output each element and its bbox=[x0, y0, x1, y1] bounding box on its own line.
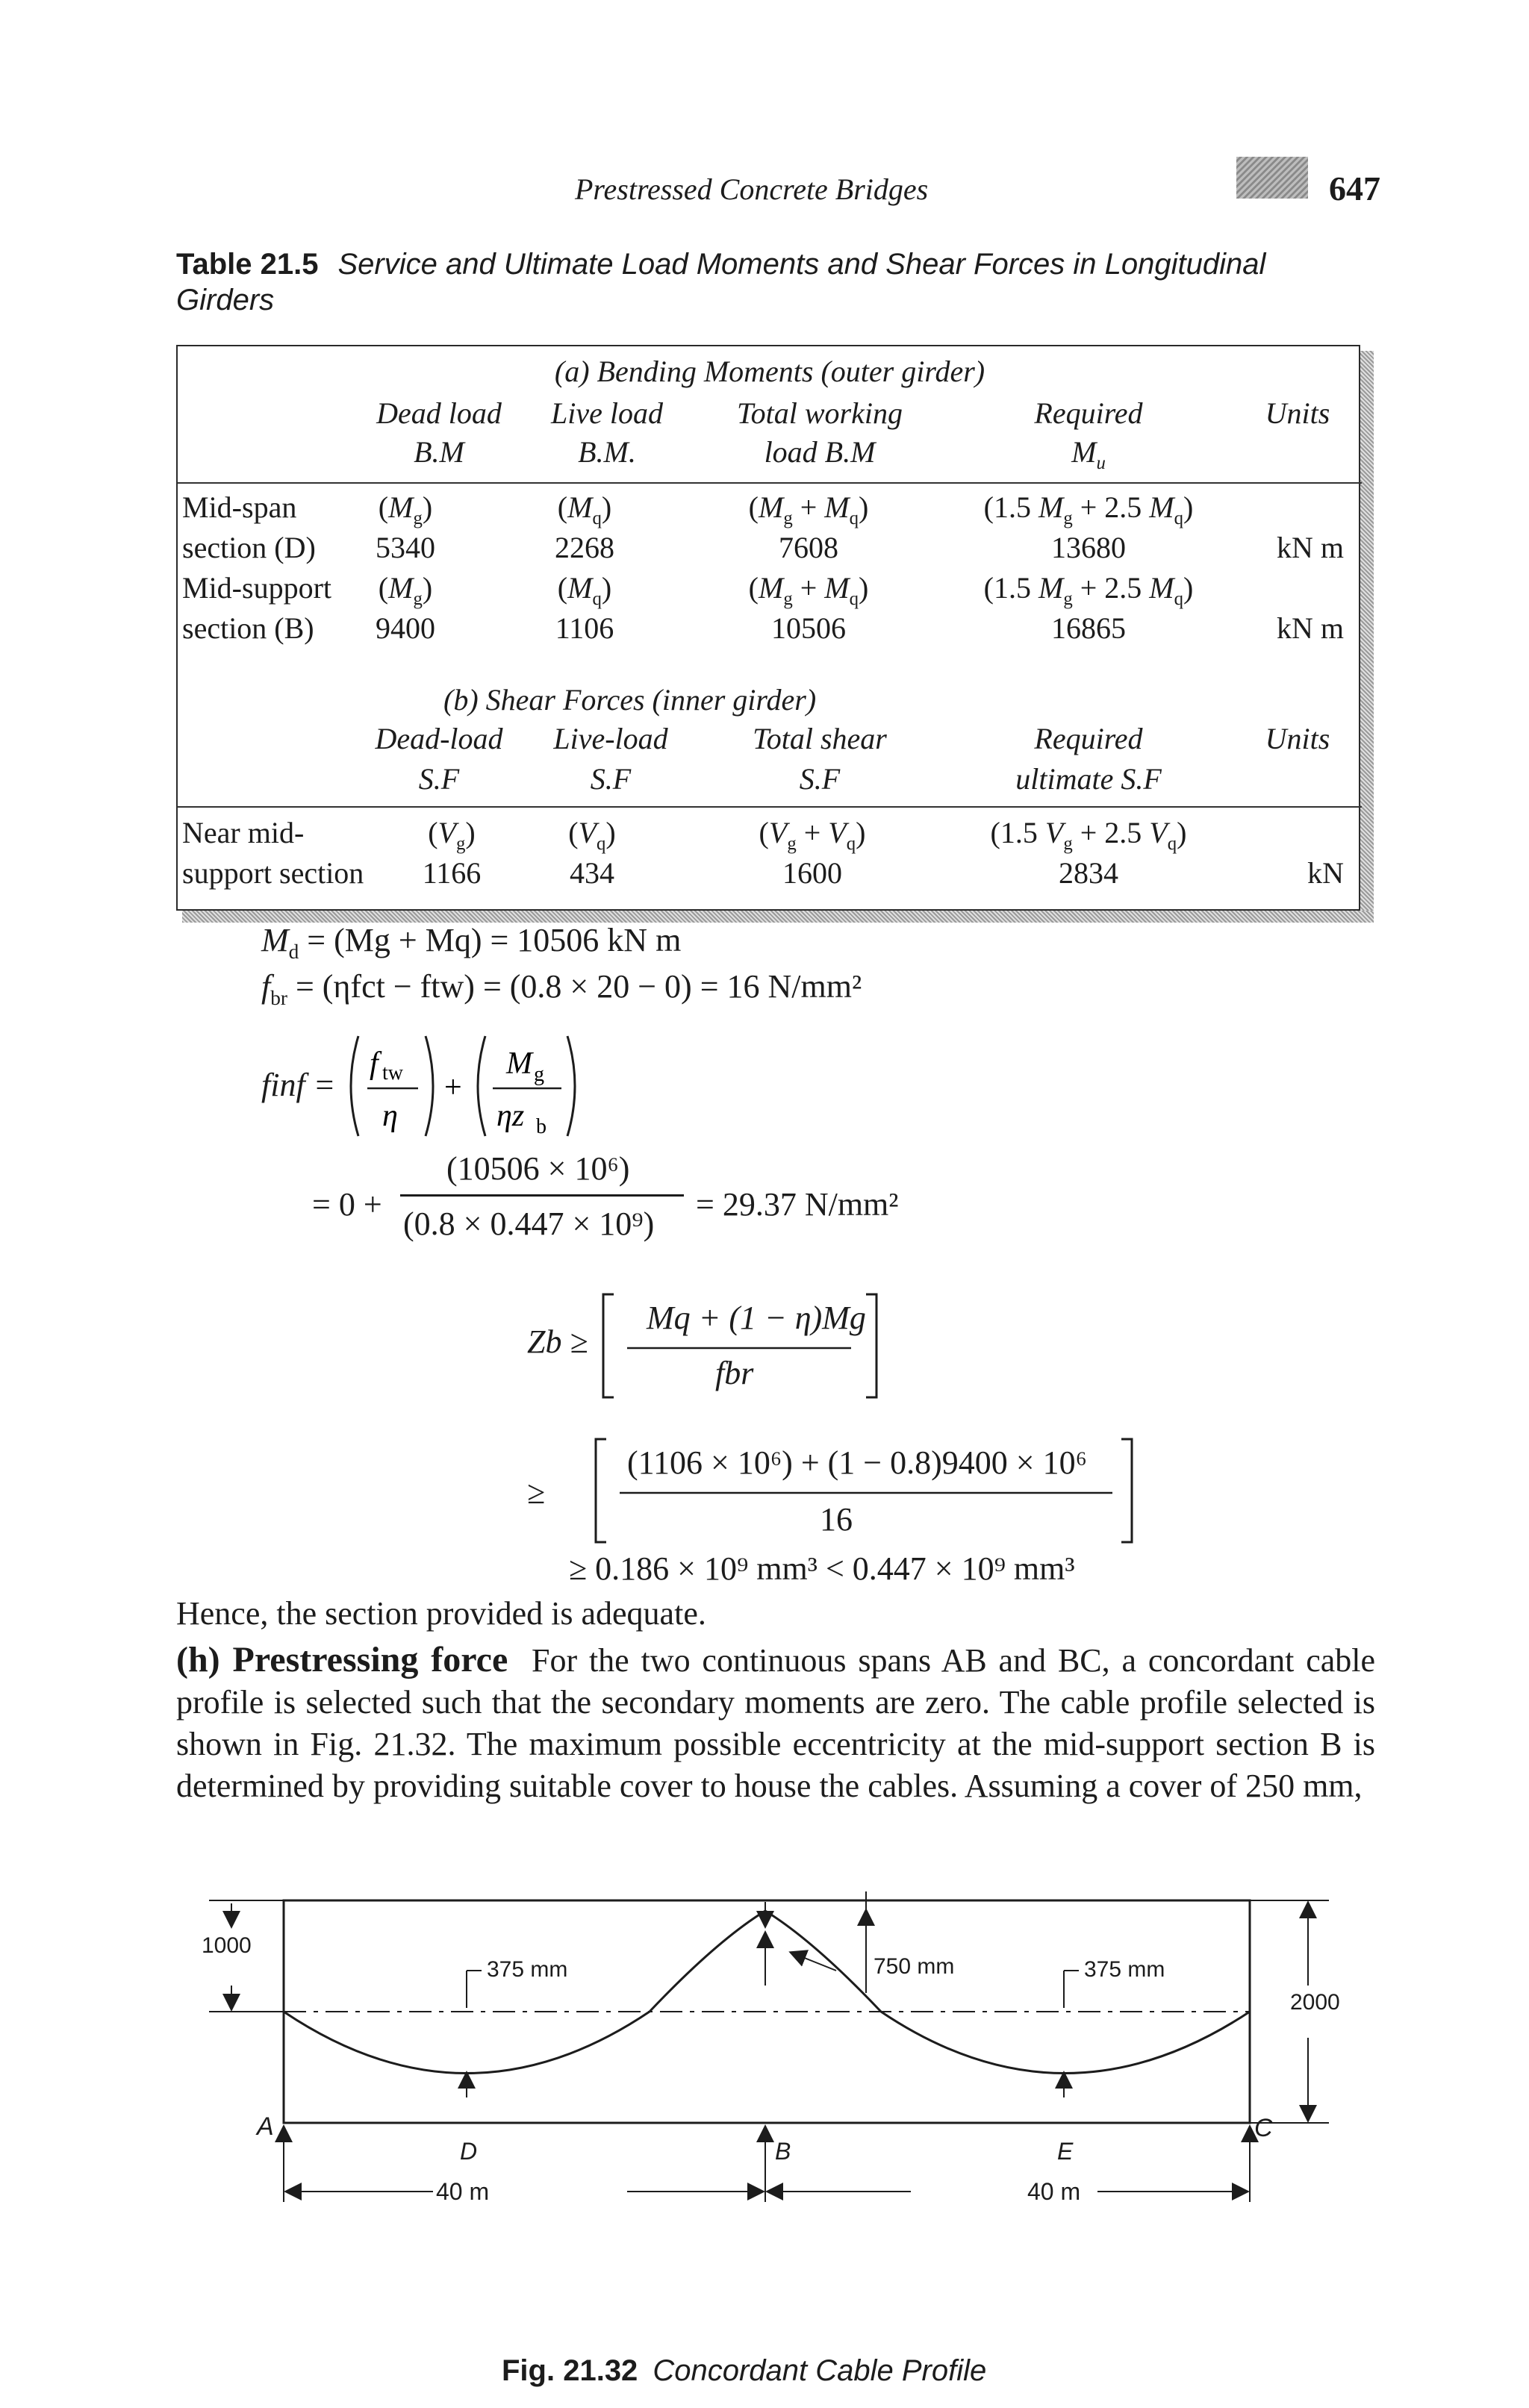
svg-text:ηz: ηz bbox=[496, 1099, 525, 1133]
cell-symbol: $(V_g)$ bbox=[428, 816, 476, 854]
equation-zb-denominator: fbr bbox=[715, 1355, 754, 1391]
equation-fbr-rhs: = (ηfct − ftw) = (0.8 × 20 − 0) = 16 N/mm² bbox=[295, 968, 862, 1005]
cell-required: 16865 bbox=[1051, 611, 1126, 645]
cell-units: kN bbox=[1307, 856, 1344, 890]
header-total-shear-sub: S.F bbox=[799, 762, 841, 796]
header-live-load: Live load bbox=[551, 396, 663, 430]
section-b-title: (b) Shear Forces (inner girder) bbox=[443, 683, 817, 717]
svg-text:b: b bbox=[536, 1115, 546, 1138]
finf-expression bbox=[343, 1030, 597, 1142]
svg-text:+: + bbox=[444, 1070, 462, 1105]
header-units: Units bbox=[1265, 396, 1330, 430]
equation-finf bbox=[261, 1030, 605, 1142]
table-rule bbox=[178, 482, 1362, 484]
equation-zb-lhs: Zb ≥ bbox=[527, 1323, 588, 1360]
header-required-sub: ultimate S.F bbox=[1015, 762, 1162, 796]
span-left-label: 40 m bbox=[436, 2178, 490, 2205]
ge-symbol: ≥ bbox=[527, 1474, 546, 1511]
equation-numerator: (10506 × 10⁶) bbox=[446, 1150, 630, 1187]
equation-denominator: (0.8 × 0.447 × 10⁹) bbox=[403, 1205, 655, 1242]
equation-finf-result: = 29.37 N/mm² bbox=[696, 1186, 899, 1223]
fraction-bar bbox=[400, 1194, 684, 1197]
cell-dead: 9400 bbox=[376, 611, 435, 645]
cable-profile-figure bbox=[179, 1881, 1374, 2344]
svg-text:η: η bbox=[382, 1099, 398, 1133]
header-total-shear: Total shear bbox=[753, 722, 887, 755]
row-label-sub: support section bbox=[182, 856, 364, 890]
header-dead-load-sub: B.M bbox=[414, 435, 464, 469]
cell-symbol: (1.5 $V_g + 2.5$ $V_q$) bbox=[990, 816, 1187, 854]
cell-units: kN m bbox=[1277, 531, 1344, 564]
equation-zero-plus: = 0 + bbox=[312, 1186, 382, 1223]
section-heading: (h) Prestressing force bbox=[176, 1640, 508, 1679]
equation-ge-numerator: (1106 × 10⁶) + (1 − 0.8)9400 × 10⁶ bbox=[627, 1444, 1087, 1481]
header-total-working-sub: load B.M bbox=[764, 435, 876, 469]
svg-text:f: f bbox=[370, 1047, 379, 1081]
equation-md: $M_d = (Mg + Mq) = 10506$ kN m bbox=[261, 922, 682, 963]
cell-live: 434 bbox=[570, 856, 614, 890]
cell-live: 1106 bbox=[555, 611, 614, 645]
section-body: For the two continuous spans AB and BC, a concordant cable profile is selected such that the secondary moments are zero. The cable profile selected is shown in Fig. 21.32. The maximum possible eccentricity at the mid-support section B is determined by providing suitable cover to house the cables. Assuming a cover of 250 mm, bbox=[176, 1642, 1376, 1804]
section-paragraph bbox=[176, 1639, 1375, 1807]
figure-caption-title: Concordant Cable Profile bbox=[653, 2354, 987, 2387]
cell-symbol: $(M_g)$ bbox=[378, 571, 433, 609]
svg-text:g: g bbox=[534, 1063, 544, 1086]
data-table bbox=[176, 345, 1360, 911]
header-thumbnail-image bbox=[1236, 157, 1308, 199]
cable-profile-diagram bbox=[179, 1881, 1374, 2344]
point-e-label: E bbox=[1057, 2138, 1074, 2165]
header-required: Required bbox=[1034, 396, 1143, 430]
equation-finf-lhs: finf = bbox=[261, 1067, 336, 1103]
equation-ge-result: ≥ 0.186 × 10⁹ mm³ < 0.447 × 10⁹ mm³ bbox=[569, 1550, 1075, 1587]
header-units: Units bbox=[1265, 722, 1330, 755]
ecc-right-label: 375 mm bbox=[1084, 1957, 1165, 1982]
table-rule bbox=[178, 806, 1362, 808]
cell-symbol: (1.5 $M_g + 2.5$ $M_q$) bbox=[983, 490, 1194, 528]
header-dead-load: Dead-load bbox=[375, 722, 503, 755]
cell-symbol: $(M_g)$ bbox=[378, 490, 433, 528]
cell-required: 2834 bbox=[1059, 856, 1118, 890]
row-label: Mid-span bbox=[182, 490, 297, 524]
cell-symbol: $(V_g + V_q)$ bbox=[759, 816, 866, 854]
cell-live: 2268 bbox=[555, 531, 614, 564]
header-dead-load-sub: S.F bbox=[418, 762, 460, 796]
dim-2000-label: 2000 bbox=[1290, 1990, 1340, 2015]
equation-ge-denominator: 16 bbox=[820, 1501, 853, 1538]
header-total-working: Total working bbox=[737, 396, 903, 430]
header-live-load: Live-load bbox=[553, 722, 668, 755]
figure-caption bbox=[502, 2353, 986, 2388]
cell-units: kN m bbox=[1277, 611, 1344, 645]
header-required: Required bbox=[1034, 722, 1143, 755]
cell-total: 1600 bbox=[782, 856, 842, 890]
header-live-load-sub: S.F bbox=[590, 762, 632, 796]
cell-symbol: (1.5 $M_g + 2.5$ $M_q$) bbox=[983, 571, 1194, 609]
table-label: Table 21.5 bbox=[176, 248, 319, 281]
cell-symbol: $(M_g + M_q)$ bbox=[748, 490, 869, 528]
figure-caption-label: Fig. 21.32 bbox=[502, 2354, 638, 2387]
header-required-sub: $M_u$ bbox=[1071, 435, 1106, 473]
cell-required: 13680 bbox=[1051, 531, 1126, 564]
table-title: Service and Ultimate Load Moments and Shear Forces in Longitudinal Girders bbox=[176, 248, 1266, 316]
svg-text:M: M bbox=[506, 1047, 532, 1081]
table-caption bbox=[176, 246, 1371, 318]
cell-dead: 5340 bbox=[376, 531, 435, 564]
running-header: Prestressed Concrete Bridges bbox=[575, 172, 929, 206]
point-d-label: D bbox=[460, 2138, 478, 2165]
dim-1000-label: 1000 bbox=[202, 1933, 252, 1958]
cell-symbol: $(M_q)$ bbox=[557, 490, 612, 528]
row-label: Near mid- bbox=[182, 816, 305, 849]
svg-text:tw: tw bbox=[382, 1061, 403, 1085]
equation-md-rhs: = (Mg + Mq) = 10506 kN m bbox=[307, 922, 682, 958]
span-right-label: 40 m bbox=[1027, 2178, 1081, 2205]
equation-fbr: $f_{br} = (\eta fct - ftw) = (0.8 \times 20 - 0) = 16$ N/mm² bbox=[261, 968, 862, 1009]
support-c-label: C bbox=[1254, 2114, 1273, 2142]
cell-total: 10506 bbox=[771, 611, 846, 645]
conclusion-text: Hence, the section provided is adequate. bbox=[176, 1595, 706, 1632]
header-dead-load: Dead load bbox=[376, 396, 502, 430]
row-label-sub: section (D) bbox=[182, 531, 316, 564]
row-label: Mid-support bbox=[182, 571, 331, 605]
cell-symbol: $(V_q)$ bbox=[568, 816, 616, 854]
header-live-load-sub: B.M. bbox=[578, 435, 636, 469]
cell-dead: 1166 bbox=[422, 856, 482, 890]
ecc-mid-label: 750 mm bbox=[874, 1954, 955, 1979]
row-label-sub: section (B) bbox=[182, 611, 314, 645]
page-number: 647 bbox=[1329, 169, 1380, 208]
cell-symbol: $(M_g + M_q)$ bbox=[748, 571, 869, 609]
support-b-label: B bbox=[775, 2138, 791, 2165]
cell-symbol: $(M_q)$ bbox=[557, 571, 612, 609]
support-a-label: A bbox=[257, 2112, 274, 2141]
ecc-left-label: 375 mm bbox=[487, 1957, 568, 1982]
table-shadow-right bbox=[1360, 351, 1374, 912]
equation-zb-numerator: Mq + (1 − η)Mg bbox=[647, 1300, 866, 1336]
cell-total: 7608 bbox=[779, 531, 838, 564]
section-a-title: (a) Bending Moments (outer girder) bbox=[554, 355, 985, 388]
